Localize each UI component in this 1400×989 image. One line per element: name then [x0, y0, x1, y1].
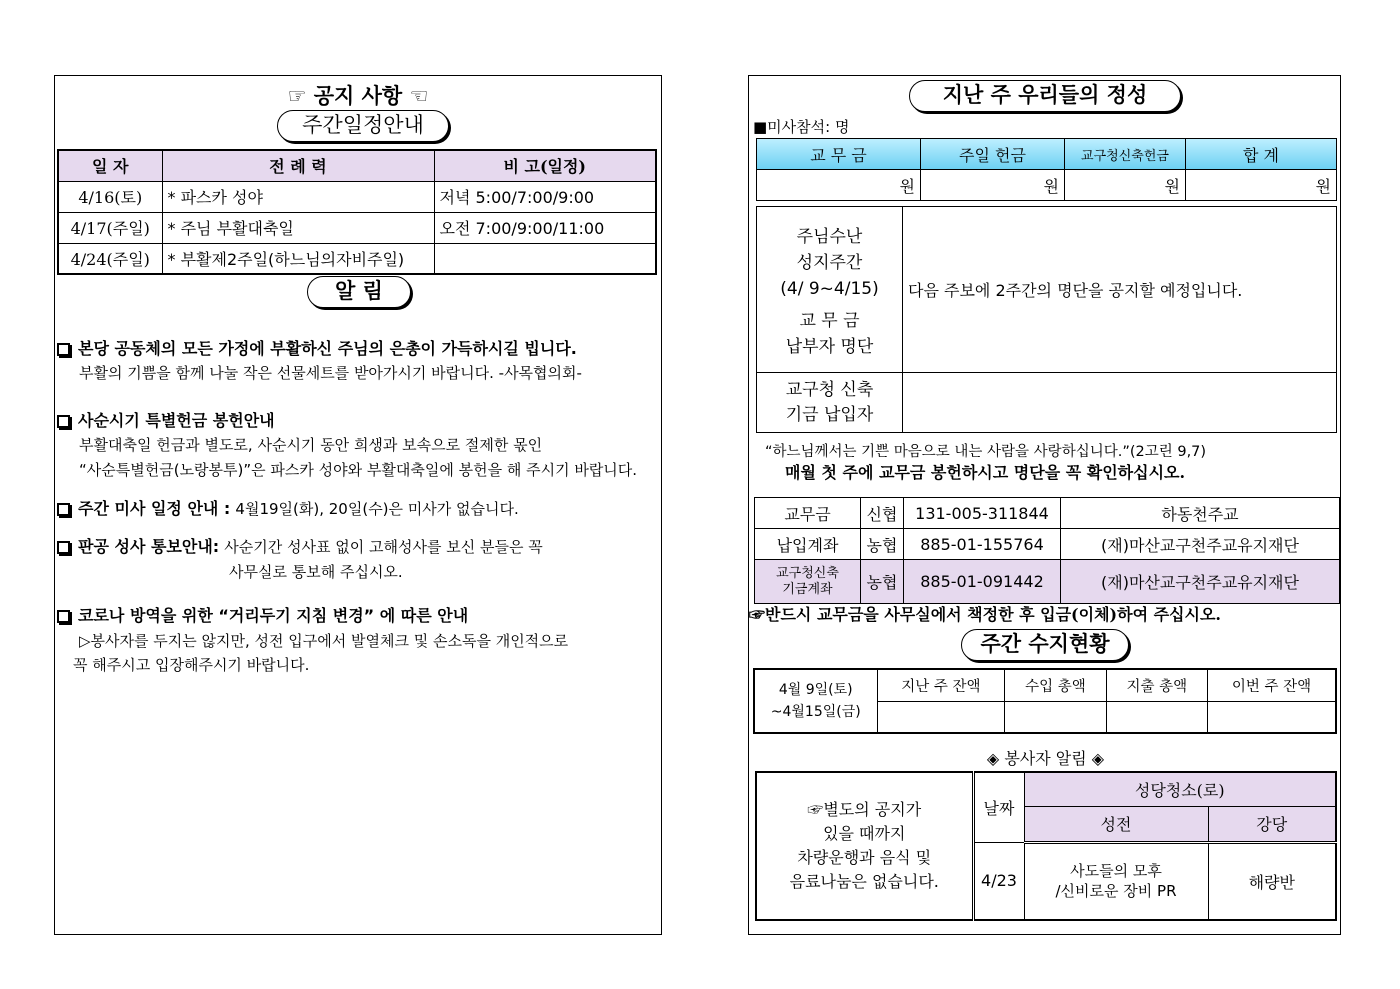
table-row — [757, 207, 1337, 373]
payer-text: 다음 주보에 2주간의 명단을 공지할 예정입니다. — [903, 207, 1337, 373]
notice-panel — [54, 75, 662, 935]
payer-label: 주님수난 성지주간 (4/ 9~4/15) 교 무 금 납부자 명단 — [757, 207, 903, 373]
offering-header: 주일 헌금 — [921, 139, 1065, 170]
payer-table — [756, 206, 1337, 433]
notice-item: 코로나 방역을 위한 “거리두기 지침 변경” 에 따른 안내 ▷봉사자를 두지는 않지만, 성전 입구에서 발열체크 및 손소독을 개인적으로 꼭 해주시고 입장해주시기 바랍니다. — [57, 603, 661, 675]
offering-header: 교구청신축헌금 — [1065, 139, 1186, 170]
notice-item: 본당 공동체의 모든 가정에 부활하신 주님의 은총이 가득하시길 빕니다. 부활의 기쁨을 함께 나눌 작은 선물세트를 받아가시기 바랍니다. -사목협의회- — [57, 336, 661, 383]
monthly-notice: 매월 첫 주에 교무금 봉헌하시고 명단을 꼭 확인하십시오. — [785, 463, 1186, 482]
schedule-header: 일 자 — [58, 150, 162, 181]
table-row: 납입계좌 농협 885-01-155764 (재)마산교구천주교유지재단 — [755, 529, 1340, 560]
table-row: 성전 강당 — [756, 806, 1336, 842]
notice-item: 사순시기 특별헌금 봉헌안내 부활대축일 헌금과 별도로, 사순시기 동안 희생과 보속으로 절제한 몫인 “사순특별헌금(노랑봉투)”은 파스카 성야와 부활대축일에 봉헌을 해 주시기 바랍니다. — [57, 408, 661, 480]
table-row: 4/16(토) * 파스카 성야 저녁 5:00/7:00/9:00 — [58, 181, 656, 212]
balance-table — [753, 668, 1337, 734]
hand-pointing-right-icon: ☞ — [287, 84, 307, 108]
checkbox-square-icon — [57, 610, 70, 623]
account-table — [754, 497, 1340, 604]
table-row: 4/23 사도들의 모후 /신비로운 장비 PR 해량반 — [756, 842, 1336, 920]
checkbox-square-icon — [57, 503, 70, 516]
table-row: 교구청신축 기금계좌 농협 885-01-091442 (재)마산교구천주교유지재단 — [755, 560, 1340, 604]
table-row: 4/24(주일) * 부활제2주일(하느님의자비주일) — [58, 243, 656, 274]
schedule-table — [57, 149, 657, 275]
notice-pill: 알 림 — [307, 276, 411, 308]
attendance-label: ■미사참석: 명 — [753, 118, 850, 136]
table-row — [757, 373, 1337, 433]
table-row: 원 원 원 원 — [757, 170, 1337, 201]
hand-pointing-left-icon: ☜ — [409, 84, 429, 108]
deposit-notice: ☞반드시 교무금을 사무실에서 책정한 후 입금(이체)하여 주십시오. — [749, 605, 1221, 624]
checkbox-square-icon — [57, 415, 70, 428]
checkbox-square-icon — [57, 541, 70, 554]
payer-label: 교구청 신축 기금 납입자 — [757, 373, 903, 433]
quote-text: “하느님께서는 기쁜 마음으로 내는 사람을 사랑하십니다.”(2고린 9,7) — [765, 444, 1207, 460]
notice-item: 판공 성사 통보안내: 사순기간 성사표 없이 고해성사를 보신 분들은 꼭 사무실로 통보해 주십시오. — [57, 534, 661, 582]
schedule-header: 비 고(일정) — [434, 150, 656, 181]
table-row: 교무금 신협 131-005-311844 하동천주교 — [755, 498, 1340, 529]
table-row: ☞별도의 공지가 있을 때까지 차량운행과 음식 및 음료나눔은 없습니다. 날짜 성당청소(로) — [756, 772, 1336, 806]
table-row: 4/17(주일) * 주님 부활대축일 오전 7:00/9:00/11:00 — [58, 212, 656, 243]
table-row: 4월 9일(토) ~4월15일(금) 지난 주 잔액 수입 총액 지출 총액 이번 주 잔액 — [754, 669, 1336, 701]
volunteer-title: ◈ 봉사자 알림 ◈ — [986, 749, 1105, 768]
checkbox-square-icon — [57, 343, 70, 356]
volunteer-table — [755, 771, 1337, 921]
offering-header: 합 계 — [1186, 139, 1337, 170]
offering-header: 교 무 금 — [757, 139, 921, 170]
weekly-schedule-pill: 주간일정안내 — [277, 110, 449, 142]
notice-item: 주간 미사 일정 안내 : 4월19일(화), 20일(수)은 미사가 없습니다. — [57, 496, 661, 519]
offering-title-pill: 지난 주 우리들의 정성 — [909, 80, 1181, 112]
notice-title: ☞ 공지 사항 ☜ — [287, 84, 429, 108]
weekly-balance-pill: 주간 수지현황 — [961, 629, 1129, 661]
offering-panel — [748, 75, 1341, 935]
schedule-header: 전 례 력 — [162, 150, 434, 181]
offering-table — [756, 138, 1337, 201]
